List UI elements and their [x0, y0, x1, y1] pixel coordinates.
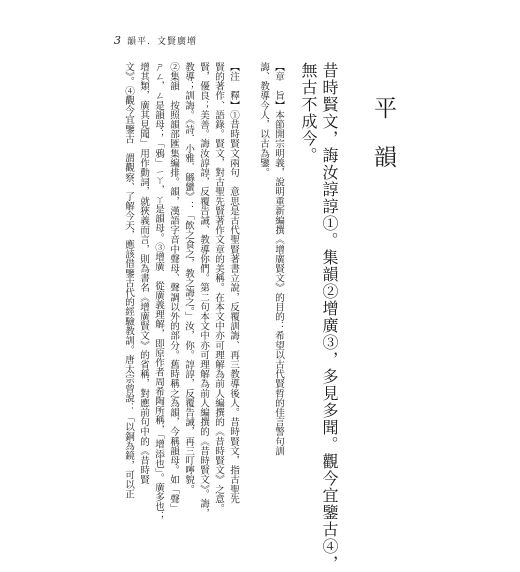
main-text-line: 昔時賢文，誨汝諄諄①。集韻②增廣③，多見多聞。觀今宜鑒古④， [320, 62, 339, 572]
note-line: 教導；訓誨。《詩．小雅．緜蠻》：「飲之食之，教之誨之。」汝，你。諄諄，反覆告誡，再三叮嚀貌。 [183, 62, 194, 494]
note-line: 賢的著作、語錄。賢文，對古聖先賢著作文章的美稱。在本文中亦可理解為前人編撰的《昔時賢文》之意。 [213, 62, 224, 514]
note-line: ②集韻 按照韻部匯集編排。韻，漢語字音中聲母、聲調以外的部分。舊時稱之為韻，今稱韻母。如「聲」 [168, 62, 179, 514]
note-line: 增其類，廣其見聞」用作動詞，就狹義而言，則為書名《增廣賢文》的省稱，對應前句中的《昔時賢 [138, 62, 149, 485]
running-title: 韻平．文賢廣增 [127, 36, 198, 47]
chapter-title: 平韻 [370, 96, 396, 194]
note-line: 文》。④觀今宜鑒古 謂觀察、了解今天，應該借鑒古代的經驗教訓。唐太宗曾說：「以銅為鏡，可以正 [123, 62, 134, 499]
summary-line: 【章 旨】本節開宗明義，說明重新編撰《增廣賢文》的目的：希望以古代賢哲的佳言警句訓 [273, 62, 284, 456]
summary-line: 誨、教導今人，以古為鑒。 [258, 62, 269, 178]
page-header [114, 34, 197, 46]
note-line: 賢，優良；美善。誨汝諄諄，反覆告誡、教導你們。第二句本文中亦可理解為前人編撰的《昔時賢文》。誨， [198, 62, 209, 518]
main-text-line: 無古不成今。 [299, 62, 318, 164]
page-number: 3 [114, 33, 121, 47]
note-line: ㄕㄥ，ㄥ是韻母；「鴉」ㄧㄚ，ㄚ是韻母。③增廣 從廣義理解，即原作者周希陶所稱，「增添也」。廣多也； [153, 62, 164, 521]
note-line: 【注 釋】①昔時賢文兩句 意思是古代聖賢著書立說，反覆訓誨、再三教導後人。昔時賢文，指古聖先 [228, 62, 239, 504]
